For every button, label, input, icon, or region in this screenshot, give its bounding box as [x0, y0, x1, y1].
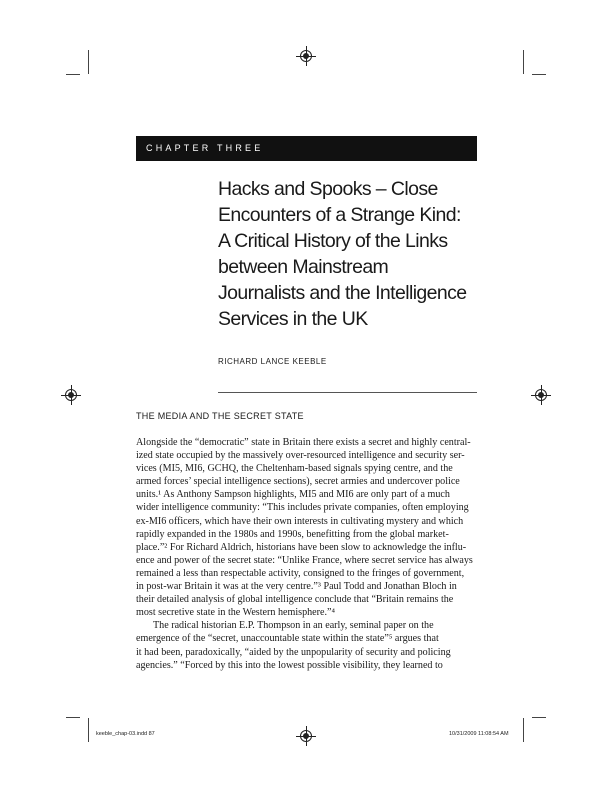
registration-mark-icon: [535, 389, 547, 401]
text-line: it had been, paradoxically, “aided by the unpopularity of security and policing: [136, 646, 451, 658]
text-line: ence and power of the secret state: “Unlike France, where secret service has always: [136, 554, 473, 566]
text-line: their detailed analysis of global intelligence conclude that “Britain remains the: [136, 594, 454, 606]
chapter-title: [218, 176, 488, 332]
text-line: Alongside the “democratic” state in Britain there exists a secret and highly central-: [136, 437, 471, 448]
slug-timestamp: 10/31/2009 11:08:54 AM: [449, 731, 509, 737]
crop-mark: [88, 718, 89, 742]
text-line: units. ¹ As Anthony Sampson highlights, MI5 and MI6 are only part of a much: [136, 489, 450, 501]
author-name: RICHARD LANCE KEEBLE: [218, 357, 327, 366]
divider: [218, 392, 477, 393]
chapter-banner: [136, 136, 477, 161]
crop-mark: [523, 50, 524, 74]
title-line: Hacks and Spooks – Close: [218, 178, 438, 200]
text-line: vices (MI5, MI6, GCHQ, the Cheltenham-based signals spying centre, and the: [136, 463, 453, 475]
chapter-label: CHAPTER THREE: [146, 143, 264, 153]
title-line: Services in the UK: [218, 308, 368, 330]
crop-mark: [523, 718, 524, 742]
section-heading: THE MEDIA AND THE SECRET STATE: [136, 411, 304, 421]
title-line: Journalists and the Intelligence: [218, 282, 467, 304]
text-line: agencies.” “Forced by this into the lowest possible visibility, they learned to: [136, 659, 443, 671]
title-line: Encounters of a Strange Kind:: [218, 204, 461, 226]
crop-mark: [66, 717, 80, 718]
text-line: place.” ² For Richard Aldrich, historians have been slow to acknowledge the influ-: [136, 541, 467, 553]
body-text: [136, 436, 477, 672]
registration-mark-icon: [65, 389, 77, 401]
crop-mark: [532, 74, 546, 75]
text-line: emergence of the “secret, unaccountable state within the state” ⁵ argues that: [136, 633, 439, 645]
text-line: in post-war Britain it was at the very centre.” ³ Paul Todd and Jonathan Bloch in: [136, 581, 457, 593]
text-line: armed forces’ special intelligence sections), secret armies and undercover police: [136, 476, 460, 488]
text-line: remained a less than respectable activity, consigned to the fringes of government,: [136, 567, 465, 579]
text-line: ex-MI6 officers, which have their own interests in cultivating mystery and which: [136, 515, 464, 527]
slug-filename: keeble_chap-03.indd 87: [96, 731, 155, 737]
crop-mark: [88, 50, 89, 74]
title-line: A Critical History of the Links: [218, 230, 448, 252]
text-line: most secretive state in the Western hemisphere.” ⁴: [136, 607, 336, 619]
text-line: rapidly expanded in the 1980s and 1990s, benefitting from the global market-: [136, 528, 449, 540]
text-line: ized state occupied by the massively over-resourced intelligence and security ser-: [136, 450, 465, 462]
crop-mark: [66, 74, 80, 75]
crop-mark: [532, 717, 546, 718]
text-line: The radical historian E.P. Thompson in an early, seminal paper on the: [153, 620, 434, 632]
text-line: wider intelligence community: “This includes private companies, often employing: [136, 502, 469, 514]
registration-mark-icon: [300, 50, 312, 62]
title-line: between Mainstream: [218, 256, 389, 278]
registration-mark-icon: [300, 730, 312, 742]
